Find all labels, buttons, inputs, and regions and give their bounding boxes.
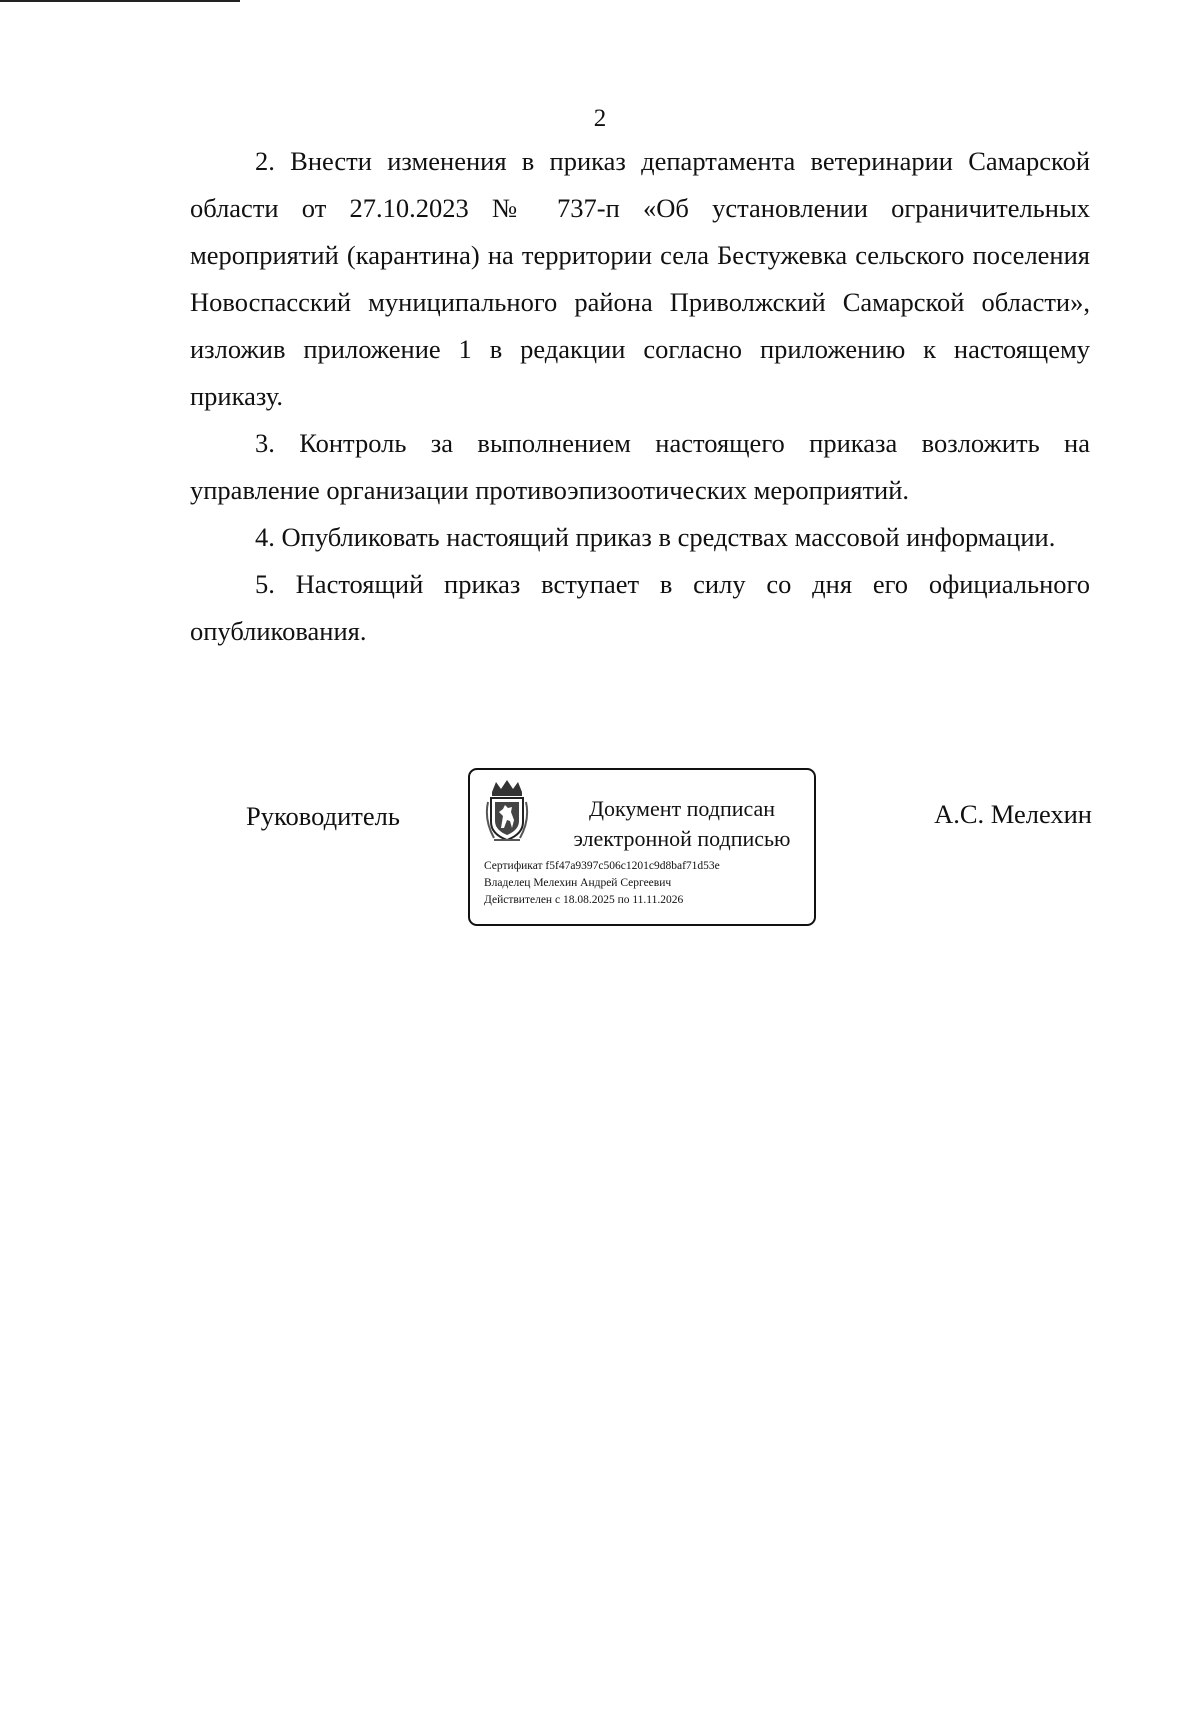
signatory-position: Руководитель (246, 801, 400, 831)
stamp-line-1: Документ подписан (588, 796, 776, 821)
paragraph-2: 2. Внести изменения в приказ департамента ветеринарии Самарской области от 27.10.2023 № 737-п «Об установлении ограничительных мероприятий (карантина) на территории села Бестужевка сельского поселения Новоспасский муниципального района Приволжский Самарской области», изложив приложение 1 в редакции согласно приложению к настоящему приказу. (190, 146, 1090, 411)
electronic-signature-stamp (468, 768, 816, 926)
signatory-name: А.С. Мелехин (934, 799, 1092, 829)
page-number: 2 (593, 105, 607, 132)
paragraph-4: 4. Опубликовать настоящий приказ в средствах массовой информации. (255, 522, 1056, 552)
stamp-heading (562, 794, 802, 854)
paragraph-5: 5. Настоящий приказ вступает в силу со дня его официального опубликования. (190, 569, 1090, 646)
order-body (190, 138, 1090, 655)
stamp-owner: Владелец Мелехин Андрей Сергеевич (484, 877, 672, 889)
stamp-validity: Действителен с 18.08.2025 по 11.11.2026 (484, 894, 684, 906)
stamp-line-2: электронной подписью (573, 826, 791, 851)
top-divider (0, 0, 240, 2)
paragraph-3: 3. Контроль за выполнением настоящего приказа возложить на управление организации противоэпизоотических мероприятий. (190, 428, 1090, 505)
stamp-details (484, 858, 804, 909)
stamp-certificate: Сертификат f5f47a9397c506c1201c9d8baf71d53e (484, 860, 720, 872)
samara-coat-of-arms-icon (484, 778, 530, 846)
